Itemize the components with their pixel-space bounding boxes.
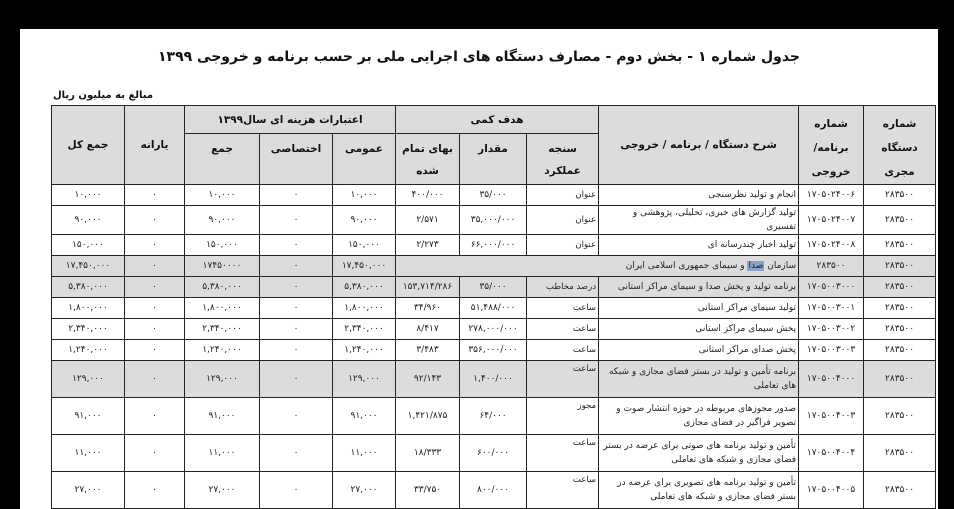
table-row (52, 235, 936, 256)
cell-program: ۱۷۰۵۰۰۳۰۰۱ (799, 298, 864, 319)
cell-description: انجام و تولید نظرسنجی (599, 185, 799, 206)
cell-amount: ۳۵,۰۰۰/۰۰۰ (460, 206, 527, 235)
cell-measure: عنوان (527, 206, 599, 235)
cell-description: تأمین و تولید برنامه های تصویری برای عرضه در بستر فضای مجازی و شبکه های تعاملی (599, 472, 799, 509)
cell-sum: ۱۵۰,۰۰۰ (185, 235, 260, 256)
header-general: عمومی (333, 134, 396, 185)
cell-total: ۱۰,۰۰۰ (52, 185, 125, 206)
cell-special: ۰ (260, 298, 333, 319)
cell-unit-cost: ۱۸/۳۳۳ (396, 435, 460, 472)
cell-sum: ۱,۸۰۰,۰۰۰ (185, 298, 260, 319)
cell-general: ۲,۳۴۰,۰۰۰ (333, 319, 396, 340)
cell-total: ۱۱,۰۰۰ (52, 435, 125, 472)
cell-unit-cost: ۱۵۳,۷۱۴/۲۸۶ (396, 277, 460, 298)
cell-special: ۰ (260, 472, 333, 509)
cell-general: ۹۱,۰۰۰ (333, 398, 396, 435)
cell-amount: ۶۰۰/۰۰۰ (460, 435, 527, 472)
cell-sum: ۹۰,۰۰۰ (185, 206, 260, 235)
cell-subsidy: ۰ (125, 185, 185, 206)
cell-description: تولید گزارش های خبری، تحلیلی، پژوهشی و تفسیری (599, 206, 799, 235)
cell-subsidy: ۰ (125, 361, 185, 398)
cell-program: ۱۷۰۵۰۲۴۰۰۸ (799, 235, 864, 256)
cell-measure: ساعت (527, 361, 599, 398)
cell-program: ۱۷۰۵۰۰۳۰۰۰ (799, 277, 864, 298)
cell-general: ۱,۸۰۰,۰۰۰ (333, 298, 396, 319)
cell-unit-cost: ۱,۴۲۱/۸۷۵ (396, 398, 460, 435)
cell-device: ۲۸۳۵۰۰ (864, 361, 936, 398)
cell-sum: ۱۱,۰۰۰ (185, 435, 260, 472)
cell-general: ۹۰,۰۰۰ (333, 206, 396, 235)
cell-amount: ۳۵۶,۰۰۰/۰۰۰ (460, 340, 527, 361)
cell-program: ۲۸۳۵۰۰ (799, 256, 864, 277)
cell-device: ۲۸۳۵۰۰ (864, 340, 936, 361)
table-row (52, 298, 936, 319)
cell-sum: ۵,۳۸۰,۰۰۰ (185, 277, 260, 298)
cell-special: ۰ (260, 435, 333, 472)
cell-total: ۱۷,۴۵۰,۰۰۰ (52, 256, 125, 277)
cell-subsidy: ۰ (125, 319, 185, 340)
cell-program: ۱۷۰۵۰۰۴۰۰۴ (799, 435, 864, 472)
cell-unit-cost: ۲/۲۷۳ (396, 235, 460, 256)
cell-program: ۱۷۰۵۰۰۴۰۰۳ (799, 398, 864, 435)
cell-description: تأمین و تولید برنامه های صوتی برای عرضه در بستر فضای مجازی و شبکه های تعاملی (599, 435, 799, 472)
cell-subsidy: ۰ (125, 472, 185, 509)
cell-unit-cost: ۹۲/۱۴۳ (396, 361, 460, 398)
cell-special: ۰ (260, 398, 333, 435)
cell-total: ۹۰,۰۰۰ (52, 206, 125, 235)
cell-description (396, 256, 799, 277)
cell-amount: ۸۰۰/۰۰۰ (460, 472, 527, 509)
table-row (52, 435, 936, 472)
cell-total: ۲۷,۰۰۰ (52, 472, 125, 509)
header-program-no: شماره برنامه/ خروجی (799, 106, 864, 185)
cell-description: برنامه تأمین و تولید در بستر فضای مجازی و شبکه های تعاملی (599, 361, 799, 398)
cell-unit-cost: ۲/۵۷۱ (396, 206, 460, 235)
cell-amount: ۳۵/۰۰۰ (460, 185, 527, 206)
cell-total: ۵,۳۸۰,۰۰۰ (52, 277, 125, 298)
document-title: جدول شماره ۱ - بخش دوم - مصارف دستگاه های اجرایی ملی بر حسب برنامه و خروجی ۱۳۹۹ (157, 49, 800, 65)
cell-description: پخش سیمای مراکز استانی (599, 319, 799, 340)
cell-total: ۹۱,۰۰۰ (52, 398, 125, 435)
desc-suffix: و سیمای جمهوری اسلامی ایران (625, 261, 745, 271)
cell-program: ۱۷۰۵۰۰۴۰۰۰ (799, 361, 864, 398)
cell-program: ۱۷۰۵۰۰۴۰۰۵ (799, 472, 864, 509)
cell-program: ۱۷۰۵۰۰۳۰۰۳ (799, 340, 864, 361)
expenditure-table (51, 105, 936, 509)
cell-unit-cost: ۸/۴۱۷ (396, 319, 460, 340)
table-row (52, 472, 936, 509)
cell-subsidy: ۰ (125, 256, 185, 277)
cell-subsidy: ۰ (125, 435, 185, 472)
document-page (20, 29, 938, 509)
cell-sum: ۲۷,۰۰۰ (185, 472, 260, 509)
cell-description: تولید اخبار چندرسانه ای (599, 235, 799, 256)
cell-general: ۱,۲۴۰,۰۰۰ (333, 340, 396, 361)
cell-sum: ۱۲۹,۰۰۰ (185, 361, 260, 398)
cell-measure: ساعت (527, 340, 599, 361)
cell-unit-cost: ۳/۴۸۳ (396, 340, 460, 361)
cell-general: ۱۲۹,۰۰۰ (333, 361, 396, 398)
cell-program: ۱۷۰۵۰۰۳۰۰۲ (799, 319, 864, 340)
cell-sum: ۱۰,۰۰۰ (185, 185, 260, 206)
cell-device: ۲۸۳۵۰۰ (864, 472, 936, 509)
cell-special: ۰ (260, 319, 333, 340)
cell-device: ۲۸۳۵۰۰ (864, 235, 936, 256)
header-special: اختصاصی (260, 134, 333, 185)
cell-subsidy: ۰ (125, 206, 185, 235)
cell-measure: ساعت (527, 319, 599, 340)
cell-measure: درصد مخاطب (527, 277, 599, 298)
cell-general: ۵,۳۸۰,۰۰۰ (333, 277, 396, 298)
header-device-no: شماره دستگاه مجری (864, 106, 936, 185)
cell-amount: ۶۴/۰۰۰ (460, 398, 527, 435)
header-subsidy: یارانه (125, 106, 185, 185)
cell-special: ۰ (260, 235, 333, 256)
header-measure: سنجه عملکرد (527, 134, 599, 185)
cell-sum: ۱۷۴۵۰۰۰۰ (185, 256, 260, 277)
cell-measure: ساعت (527, 298, 599, 319)
desc-prefix: سازمان (767, 261, 797, 271)
cell-total: ۱۵۰,۰۰۰ (52, 235, 125, 256)
cell-device: ۲۸۳۵۰۰ (864, 277, 936, 298)
cell-general: ۱۱,۰۰۰ (333, 435, 396, 472)
cell-special: ۰ (260, 340, 333, 361)
unit-note: مبالغ به میلیون ریال (53, 90, 154, 101)
cell-device: ۲۸۳۵۰۰ (864, 398, 936, 435)
cell-amount: ۱,۴۰۰/۰۰۰ (460, 361, 527, 398)
cell-measure: ساعت (527, 472, 599, 509)
cell-device: ۲۸۳۵۰۰ (864, 256, 936, 277)
cell-subsidy: ۰ (125, 298, 185, 319)
cell-amount: ۵۱,۴۸۸/۰۰۰ (460, 298, 527, 319)
cell-general: ۱۰,۰۰۰ (333, 185, 396, 206)
cell-sum: ۲,۳۴۰,۰۰۰ (185, 319, 260, 340)
header-credits: اعتبارات هزینه ای سال۱۳۹۹ (185, 106, 396, 134)
cell-device: ۲۸۳۵۰۰ (864, 298, 936, 319)
cell-unit-cost: ۴۰۰/۰۰۰ (396, 185, 460, 206)
cell-total: ۱۲۹,۰۰۰ (52, 361, 125, 398)
cell-description: برنامه تولید و پخش صدا و سیمای مراکز استانی (599, 277, 799, 298)
header-row-1 (52, 106, 936, 134)
cell-special: ۰ (260, 277, 333, 298)
cell-sum: ۱,۲۴۰,۰۰۰ (185, 340, 260, 361)
cell-program: ۱۷۰۵۰۲۴۰۰۷ (799, 206, 864, 235)
table-row (52, 361, 936, 398)
header-description: شرح دستگاه / برنامه / خروجی (599, 106, 799, 185)
cell-special: ۰ (260, 256, 333, 277)
header-unit-cost: بهای تمام شده (396, 134, 460, 185)
cell-program: ۱۷۰۵۰۲۴۰۰۶ (799, 185, 864, 206)
header-amount: مقدار (460, 134, 527, 185)
cell-subsidy: ۰ (125, 277, 185, 298)
cell-device: ۲۸۳۵۰۰ (864, 319, 936, 340)
cell-measure: ساعت (527, 435, 599, 472)
cell-subsidy: ۰ (125, 235, 185, 256)
cell-special: ۰ (260, 361, 333, 398)
header-total: جمع کل (52, 106, 125, 185)
table-row-organization (52, 256, 936, 277)
cell-device: ۲۸۳۵۰۰ (864, 206, 936, 235)
header-sum: جمع (185, 134, 260, 185)
cell-amount: ۳۵/۰۰۰ (460, 277, 527, 298)
cell-amount: ۲۷۸,۰۰۰/۰۰۰ (460, 319, 527, 340)
cell-subsidy: ۰ (125, 398, 185, 435)
cell-measure: عنوان (527, 235, 599, 256)
cell-total: ۱,۸۰۰,۰۰۰ (52, 298, 125, 319)
cell-measure: عنوان (527, 185, 599, 206)
cell-device: ۲۸۳۵۰۰ (864, 435, 936, 472)
table-row (52, 185, 936, 206)
cell-total: ۲,۳۴۰,۰۰۰ (52, 319, 125, 340)
table-row (52, 206, 936, 235)
cell-subsidy: ۰ (125, 340, 185, 361)
cell-measure: مجوز (527, 398, 599, 435)
cell-description: تولید سیمای مراکز استانی (599, 298, 799, 319)
cell-special: ۰ (260, 185, 333, 206)
table-row (52, 340, 936, 361)
table-row (52, 277, 936, 298)
table-row (52, 319, 936, 340)
cell-general: ۲۷,۰۰۰ (333, 472, 396, 509)
cell-unit-cost: ۳۳/۷۵۰ (396, 472, 460, 509)
cell-amount: ۶۶,۰۰۰/۰۰۰ (460, 235, 527, 256)
cell-unit-cost: ۳۴/۹۶۰ (396, 298, 460, 319)
cell-special: ۰ (260, 206, 333, 235)
cell-device: ۲۸۳۵۰۰ (864, 185, 936, 206)
cell-description: پخش صدای مراکز استانی (599, 340, 799, 361)
cell-description: صدور مجوزهای مربوطه در حوزه انتشار صوت و تصویر فراگیر در فضای مجازی (599, 398, 799, 435)
header-quant-goal: هدف کمی (396, 106, 599, 134)
cell-general: ۱۷,۴۵۰,۰۰۰ (333, 256, 396, 277)
cell-general: ۱۵۰,۰۰۰ (333, 235, 396, 256)
table-row (52, 398, 936, 435)
cell-total: ۱,۲۴۰,۰۰۰ (52, 340, 125, 361)
highlighted-word: صدا (748, 261, 764, 271)
cell-sum: ۹۱,۰۰۰ (185, 398, 260, 435)
